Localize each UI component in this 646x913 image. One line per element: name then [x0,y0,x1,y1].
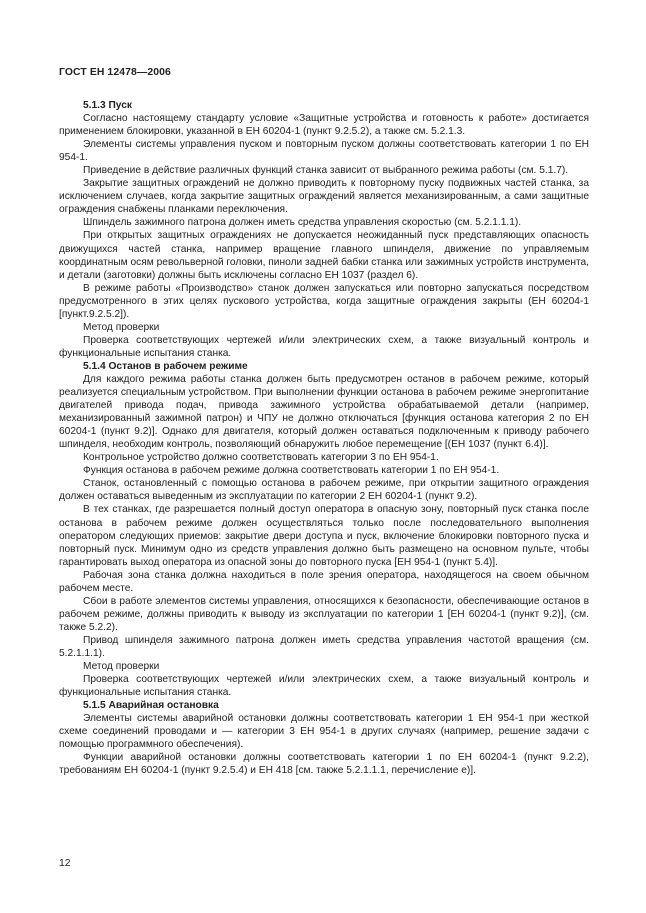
paragraph: При открытых защитных ограждениях не допускается неожиданный пуск представляющих опасность движущихся частей станка, например вращение главного шпинделя, движение по управляемым координатным осям револьверной головки, пиноли задней бабки станка или зажимных устройств инструмента, и детали (заготовки) должны быть исключены согласно ЕН 1037 (раздел 6). [59,230,589,281]
paragraph: В тех станках, где разрешается полный доступ оператора в опасную зону, повторный пуск станка после останова в рабочем режиме должен осуществляться только после последовательного выполнения оператором следующих приемов: закрытие двери доступа и пуск, включение блокировки повторного пуска и повторный пуск. Минимум одно из средств управления должно быть размещено на основном пульте, чтобы гарантировать выход оператора из опасной зоны до повторного пуска [ЕН 954-1 (пункт 5.4)]. [59,504,589,568]
paragraph: Станок, остановленный с помощью останова в рабочем режиме, при открытии защитного ограждения должен оставаться выведенным из эксплуатации по категории 2 ЕН 60204-1 (пункт 9.2). [59,478,589,503]
document-code-header: ГОСТ ЕН 12478—2006 [59,67,171,78]
paragraph: Рабочая зона станка должна находиться в поле зрения оператора, находящегося на своем обычном рабочем месте. [59,569,589,594]
paragraph: Закрытие защитных ограждений не должно приводить к повторному пуску подвижных частей станка, за исключением случаев, когда закрытие защитных ограждений является механизированным, а сами защитные ограждения снабжены планками переключения. [59,178,589,216]
verification-method-label: Метод проверки [83,661,160,673]
paragraph: В режиме работы «Производство» станок должен запускаться или повторно запускаться посредством предусмотренного в этих целях пускового устройства, когда защитные ограждения закрыты (ЕН 60204-1 [пункт.9.2.5.2]). [59,282,589,320]
paragraph: Функция останова в рабочем режиме должна соответствовать категории 1 по ЕН 954-1. [83,465,500,477]
paragraph: Проверка соответствующих чертежей и/или электрических схем, а также визуальный контроль и функциональные испытания станка. [59,334,589,359]
paragraph: Сбои в работе элементов системы управления, относящихся к безопасности, обеспечивающие останов в рабочем режиме, должны приводить к выводу из эксплуатации по категории 1 [ЕН 60204-1 (пункт 9.2)], (см. также 5.2.2). [59,595,589,633]
paragraph: Проверка соответствующих чертежей и/или электрических схем, а также визуальный контроль и функциональные испытания станка. [59,674,589,699]
page-number: 12 [59,858,71,869]
paragraph: Шпиндель зажимного патрона должен иметь средства управления скоростью (см. 5.2.1.1.1). [83,217,522,229]
verification-method-label: Метод проверки [83,321,160,333]
paragraph: Контрольное устройство должно соответствовать категории 3 по ЕН 954-1. [83,452,439,464]
paragraph: Функции аварийной остановки должны соответствовать категории 1 по ЕН 60204-1 (пункт 9.2.2), требованиям ЕН 60204-1 (пункт 9.2.5.4) и ЕН 418 [см. также 5.2.1.1.1, перечисление е)]. [59,752,589,777]
section-heading-start: 5.1.3 Пуск [83,100,132,111]
paragraph: Согласно настоящему стандарту условие «Защитные устройства и готовность к работе» достигается применением блокировки, указанной в ЕН 60204-1 (пункт 9.2.5.2), а также см. 5.2.1.3. [59,113,589,138]
paragraph: Элементы системы управления пуском и повторным пуском должны соответствовать категории 1 по ЕН 954-1. [59,139,589,164]
document-body [59,99,589,777]
section-heading-emergency-stop: 5.1.5 Аварийная остановка [83,700,219,712]
paragraph: Элементы системы аварийной остановки должны соответствовать категории 1 ЕН 954-1 при жесткой схеме соединений проводами и — категории 3 ЕН 954-1 в других случаях (например, решение задачи с помощью программного обеспечения). [59,713,589,751]
paragraph: Привод шпинделя зажимного патрона должен иметь средства управления частотой вращения (см. 5.2.1.1.1). [59,634,589,659]
paragraph: Приведение в действие различных функций станка зависит от выбранного режима работы (см. 5.1.7). [83,165,569,177]
section-heading-operational-stop: 5.1.4 Останов в рабочем режиме [83,360,248,372]
paragraph: Для каждого режима работы станка должен быть предусмотрен останов в рабочем режиме, который реализуется специальным устройством. При выполнении функции останова в рабочем режиме энергопитание двигателей привода подач, привода зажимного устройства обрабатываемой детали (например, механизированный зажимной патрон) и ЧПУ не должно отключаться [функция останова категория 2 по ЕН 60204-1 (пункт 9.2)]. Однако для двигателя, который должен оставаться подключенным к приводу рабочего шпинделя, необходим контроль, позволяющий обнаружить любое перемещение [(ЕН 1037 (пункт 6.4)]. [59,373,589,451]
